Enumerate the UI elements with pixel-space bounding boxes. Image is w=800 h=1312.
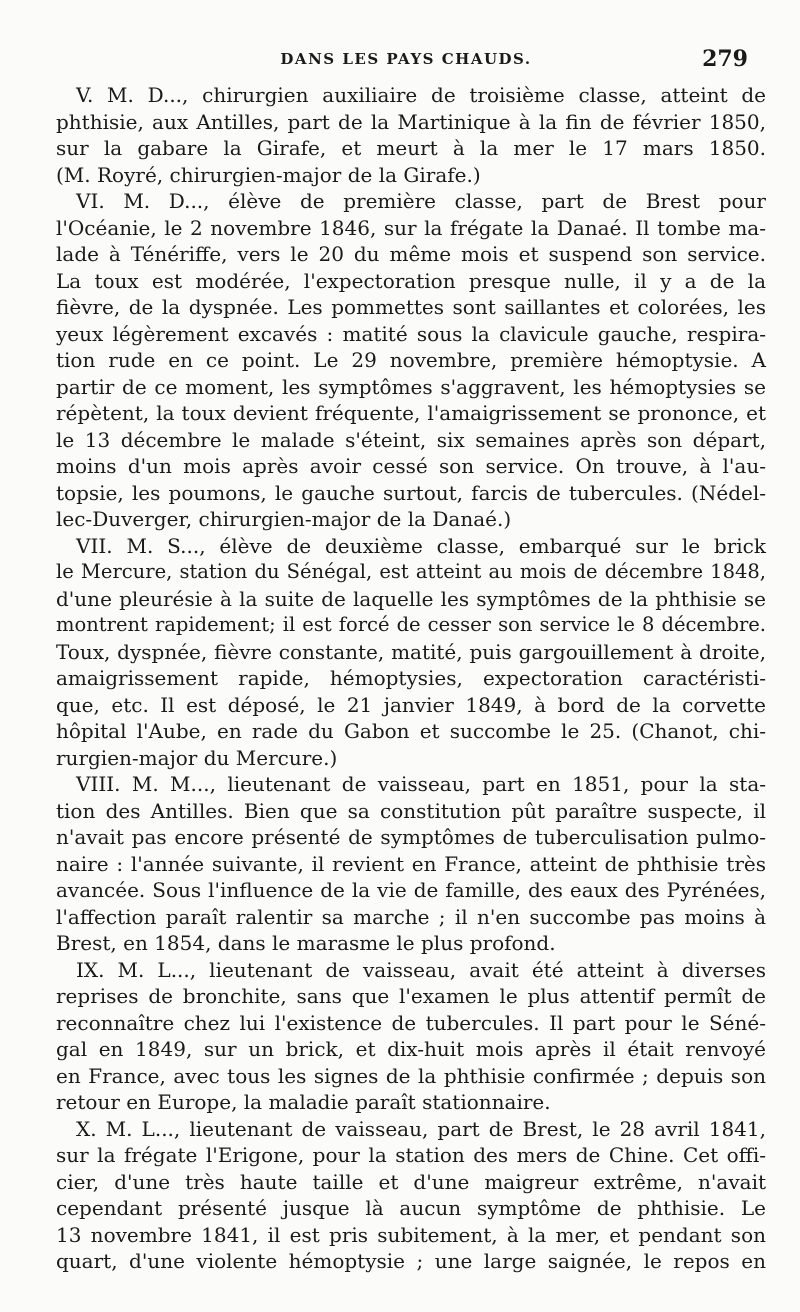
text-line: lec-Duverger, chirurgien-major de la Danaé.) xyxy=(56,507,512,531)
text-line: partir de ce moment, les symptômes s'aggravent, les hémoptysies se xyxy=(56,374,766,399)
text-line: que, etc. Il est déposé, le 21 janvier 1849, à bord de la corvette xyxy=(56,692,766,717)
text-line: l'affection paraît ralentir sa marche ; il n'en succombe pas moins à xyxy=(56,904,766,929)
text-line: VIII. M. M..., lieutenant de vaisseau, part en 1851, pour la sta- xyxy=(76,772,766,796)
text-line: Toux, dyspnée, fièvre constante, matité, puis gargouillement à droite, xyxy=(56,639,766,664)
text-line: X. M. L..., lieutenant de vaisseau, part de Brest, le 28 avril 1841, xyxy=(76,1116,766,1141)
text-line: sur la gabare la Girafe, et meurt à la mer le 17 mars 1850. xyxy=(56,136,766,160)
text-line: 13 novembre 1841, il est pris subitement, à la mer, et pendant son xyxy=(56,1222,766,1247)
text-line: rurgien-major du Mercure.) xyxy=(56,745,338,770)
text-line: IX. M. L..., lieutenant de vaisseau, avait été atteint à diverses xyxy=(76,957,766,982)
text-line: VI. M. D..., élève de première classe, part de Brest pour xyxy=(76,189,766,213)
text-line: avancée. Sous l'influence de la vie de famille, des eaux des Pyrénées, xyxy=(56,878,766,902)
page-number: 279 xyxy=(702,46,748,72)
text-line: fièvre, de la dyspnée. Les pommettes sont saillantes et colorées, les xyxy=(56,295,766,319)
text-line: en France, avec tous les signes de la phthisie confirmée ; depuis son xyxy=(56,1063,766,1088)
text-line: lade à Ténériffe, vers le 20 du même mois et suspend son service. xyxy=(56,242,766,266)
text-line: montrent rapidement; il est forcé de cesser son service le 8 décembre. xyxy=(56,613,766,636)
text-line: retour en Europe, la maladie paraît stationnaire. xyxy=(56,1090,551,1114)
text-line: reprises de bronchite, sans que l'examen le plus attentif permît de xyxy=(56,984,766,1008)
text-line: V. M. D..., chirurgien auxiliaire de troisième classe, atteint de xyxy=(76,83,766,107)
text-line: tion des Antilles. Bien que sa constitution pût paraître suspecte, il xyxy=(56,798,766,823)
text-line: reconnaître chez lui l'existence de tubercules. Il part pour le Séné- xyxy=(56,1010,766,1035)
text-line: n'avait pas encore présenté de symptômes de tuberculisation pulmo- xyxy=(56,825,766,849)
text-line: le 13 décembre le malade s'éteint, six semaines après son départ, xyxy=(56,427,766,452)
text-line: l'Océanie, le 2 novembre 1846, sur la frégate la Danaé. Il tombe ma- xyxy=(56,215,766,240)
text-line: quart, d'une violente hémoptysie ; une large saignée, le repos en xyxy=(56,1249,766,1273)
text-line: hôpital l'Aube, en rade du Gabon et succombe le 25. (Chanot, chi- xyxy=(56,719,766,743)
text-line: yeux légèrement excavés : matité sous la clavicule gauche, respira- xyxy=(56,321,766,346)
text-line: répètent, la toux devient fréquente, l'amaigrissement se prononce, et xyxy=(56,401,766,425)
text-line: Brest, en 1854, dans le marasme le plus profond. xyxy=(56,931,556,955)
text-line: phthisie, aux Antilles, part de la Martinique à la fin de février 1850, xyxy=(56,109,766,134)
text-line: naire : l'année suivante, il revient en France, atteint de phthisie très xyxy=(56,851,766,876)
text-line: La toux est modérée, l'expectoration presque nulle, il y a de la xyxy=(56,268,766,293)
text-line: cependant présenté jusque là aucun symptôme de phthisie. Le xyxy=(56,1196,766,1220)
text-line: d'une pleurésie à la suite de laquelle les symptômes de la phthisie se xyxy=(56,586,766,611)
text-line: tion rude en ce point. Le 29 novembre, première hémoptysie. A xyxy=(56,348,766,372)
text-line: topsie, les poumons, le gauche surtout, farcis de tubercules. (Nédel- xyxy=(56,480,766,505)
text-line: moins d'un mois après avoir cessé son service. On trouve, à l'au- xyxy=(56,454,766,478)
text-line: cier, d'une très haute taille et d'une maigreur extrême, n'avait xyxy=(56,1169,766,1194)
body-text xyxy=(56,82,766,1275)
running-head xyxy=(56,46,756,76)
text-line: le Mercure, station du Sénégal, est atteint au mois de décembre 1848, xyxy=(56,560,766,583)
text-line: gal en 1849, sur un brick, et dix-huit mois après il était renvoyé xyxy=(56,1037,766,1061)
running-title: DANS LES PAYS CHAUDS. xyxy=(280,50,532,68)
text-line: amaigrissement rapide, hémoptysies, expectoration caractéristi- xyxy=(56,666,766,690)
text-line: sur la frégate l'Erigone, pour la station des mers de Chine. Cet offi- xyxy=(56,1143,766,1167)
text-line: (M. Royré, chirurgien-major de la Girafe.) xyxy=(56,162,481,187)
text-line: VII. M. S..., élève de deuxième classe, embarqué sur le brick xyxy=(76,533,766,558)
